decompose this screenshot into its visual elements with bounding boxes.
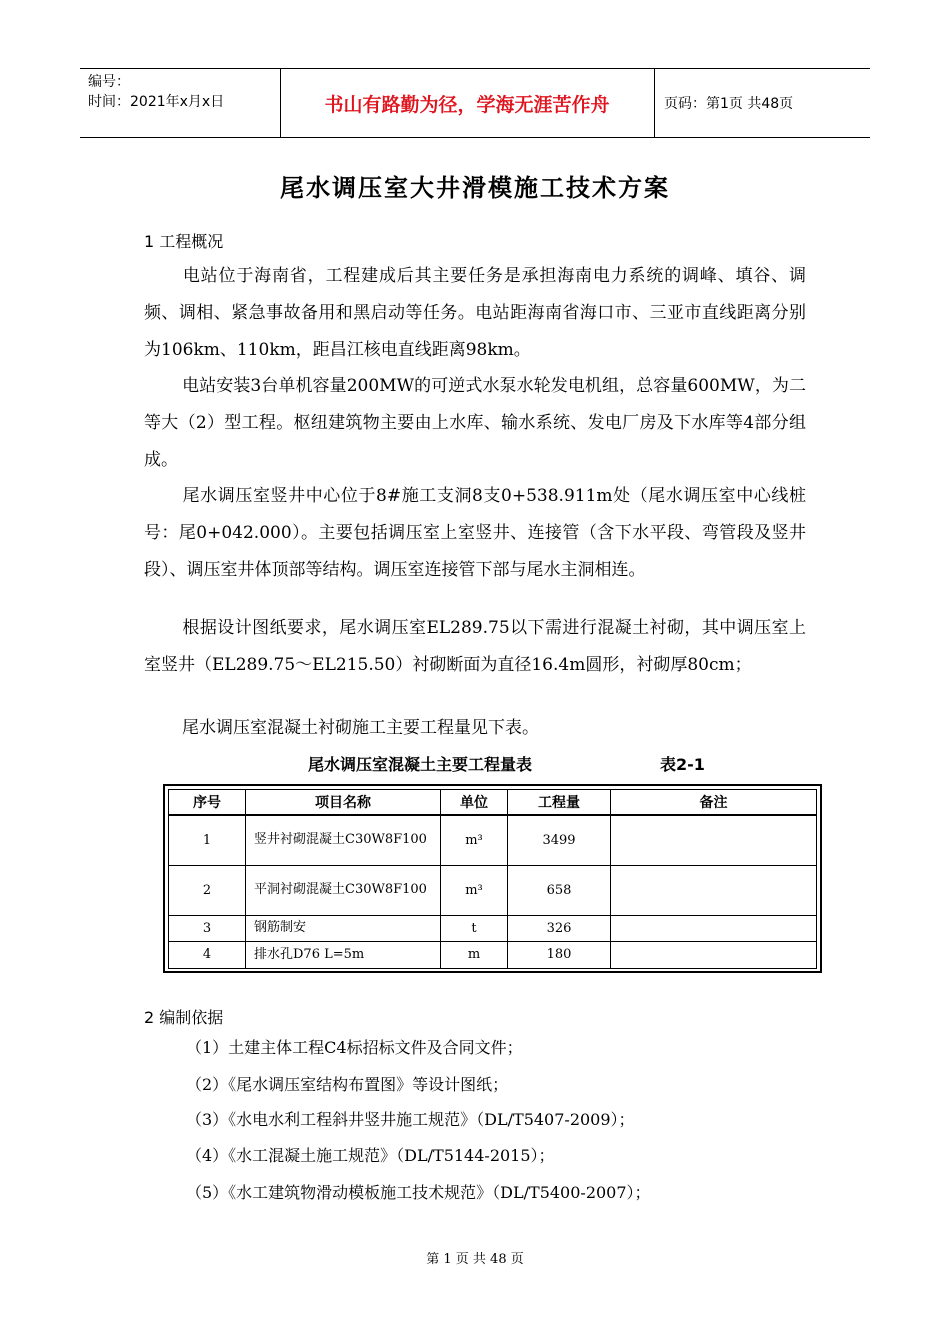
- cell-name: 平洞衬砌混凝土C30W8F100: [246, 865, 441, 915]
- time-label: 时间：2021年x月x日: [88, 94, 225, 110]
- table-header-row: [169, 790, 817, 816]
- header-motto: 书山有路勤为径，学海无涯苦作舟: [324, 93, 610, 116]
- reference-item: （3）《水电水利工程斜井竖井施工规范》（DL/T5407-2009）；: [186, 1110, 635, 1129]
- paragraph-3: 尾水调压室竖井中心位于8#施工支洞8支0+538.911m处（尾水调压室中心线桩号：尾0+042.000）。主要包括调压室上室竖井、连接管（含下水平段、弯管段及竖井段）、调压室井体顶部等结构。调压室连接管下部与尾水主洞相连。: [144, 486, 806, 580]
- paragraph-5: 尾水调压室混凝土衬砌施工主要工程量见下表。: [182, 718, 539, 738]
- cell-qty: 326: [508, 915, 611, 941]
- section-heading-1: 1 工程概况: [144, 232, 224, 251]
- header-page-info: 页码：第1页 共48页: [664, 96, 794, 112]
- reference-item: （4）《水工混凝土施工规范》（DL/T5144-2015）；: [186, 1146, 555, 1165]
- table-number: 表2-1: [660, 755, 705, 774]
- cell-no: 2: [169, 865, 246, 915]
- reference-item: （1）土建主体工程C4标招标文件及合同文件；: [186, 1038, 523, 1057]
- cell-unit: m³: [441, 815, 508, 865]
- cell-note: [611, 915, 817, 941]
- paragraph-2: 电站安装3台单机容量200MW的可逆式水泵水轮发电机组，总容量600MW，为二等大（2）型工程。枢纽建筑物主要由上水库、输水系统、发电厂房及下水库等4部分组成。: [144, 376, 806, 470]
- cell-note: [611, 941, 817, 968]
- table-caption: 尾水调压室混凝土主要工程量表: [308, 755, 533, 774]
- table-row: [169, 815, 817, 865]
- document-header: [80, 68, 870, 138]
- page-footer: 第 1 页 共 48 页: [426, 1252, 524, 1267]
- header-meta: [80, 69, 280, 137]
- cell-name: 钢筋制安: [246, 915, 441, 941]
- cell-qty: 658: [508, 865, 611, 915]
- table-row: [169, 865, 817, 915]
- col-header: 序号: [169, 790, 246, 816]
- cell-note: [611, 815, 817, 865]
- cell-unit: m: [441, 941, 508, 968]
- cell-no: 4: [169, 941, 246, 968]
- table-row: [169, 941, 817, 968]
- cell-unit: m³: [441, 865, 508, 915]
- col-header: 单位: [441, 790, 508, 816]
- section-heading-2: 2 编制依据: [144, 1008, 224, 1027]
- table-row: [169, 915, 817, 941]
- col-header: 项目名称: [246, 790, 441, 816]
- paragraph-4: 根据设计图纸要求，尾水调压室EL289.75以下需进行混凝土衬砌，其中调压室上室竖井（EL289.75～EL215.50）衬砌断面为直径16.4m圆形，衬砌厚80cm；: [144, 618, 806, 675]
- quantity-table: [163, 784, 822, 973]
- cell-unit: t: [441, 915, 508, 941]
- cell-qty: 3499: [508, 815, 611, 865]
- cell-note: [611, 865, 817, 915]
- col-header: 备注: [611, 790, 817, 816]
- reference-item: （5）《水工建筑物滑动模板施工技术规范》（DL/T5400-2007）；: [186, 1183, 651, 1202]
- cell-name: 排水孔D76 L=5m: [246, 941, 441, 968]
- col-header: 工程量: [508, 790, 611, 816]
- cell-qty: 180: [508, 941, 611, 968]
- document-title: 尾水调压室大井滑模施工技术方案: [280, 173, 670, 202]
- cell-no: 3: [169, 915, 246, 941]
- paragraph-1: 电站位于海南省，工程建成后其主要任务是承担海南电力系统的调峰、填谷、调频、调相、紧急事故备用和黑启动等任务。电站距海南省海口市、三亚市直线距离分别为106km、110km，距昌江核电直线距离98km。: [144, 266, 806, 360]
- header-divider: [280, 69, 281, 137]
- cell-no: 1: [169, 815, 246, 865]
- number-label: 编号：: [88, 74, 130, 90]
- cell-name: 竖井衬砌混凝土C30W8F100: [246, 815, 441, 865]
- reference-item: （2）《尾水调压室结构布置图》等设计图纸；: [186, 1075, 509, 1094]
- header-divider: [654, 69, 655, 137]
